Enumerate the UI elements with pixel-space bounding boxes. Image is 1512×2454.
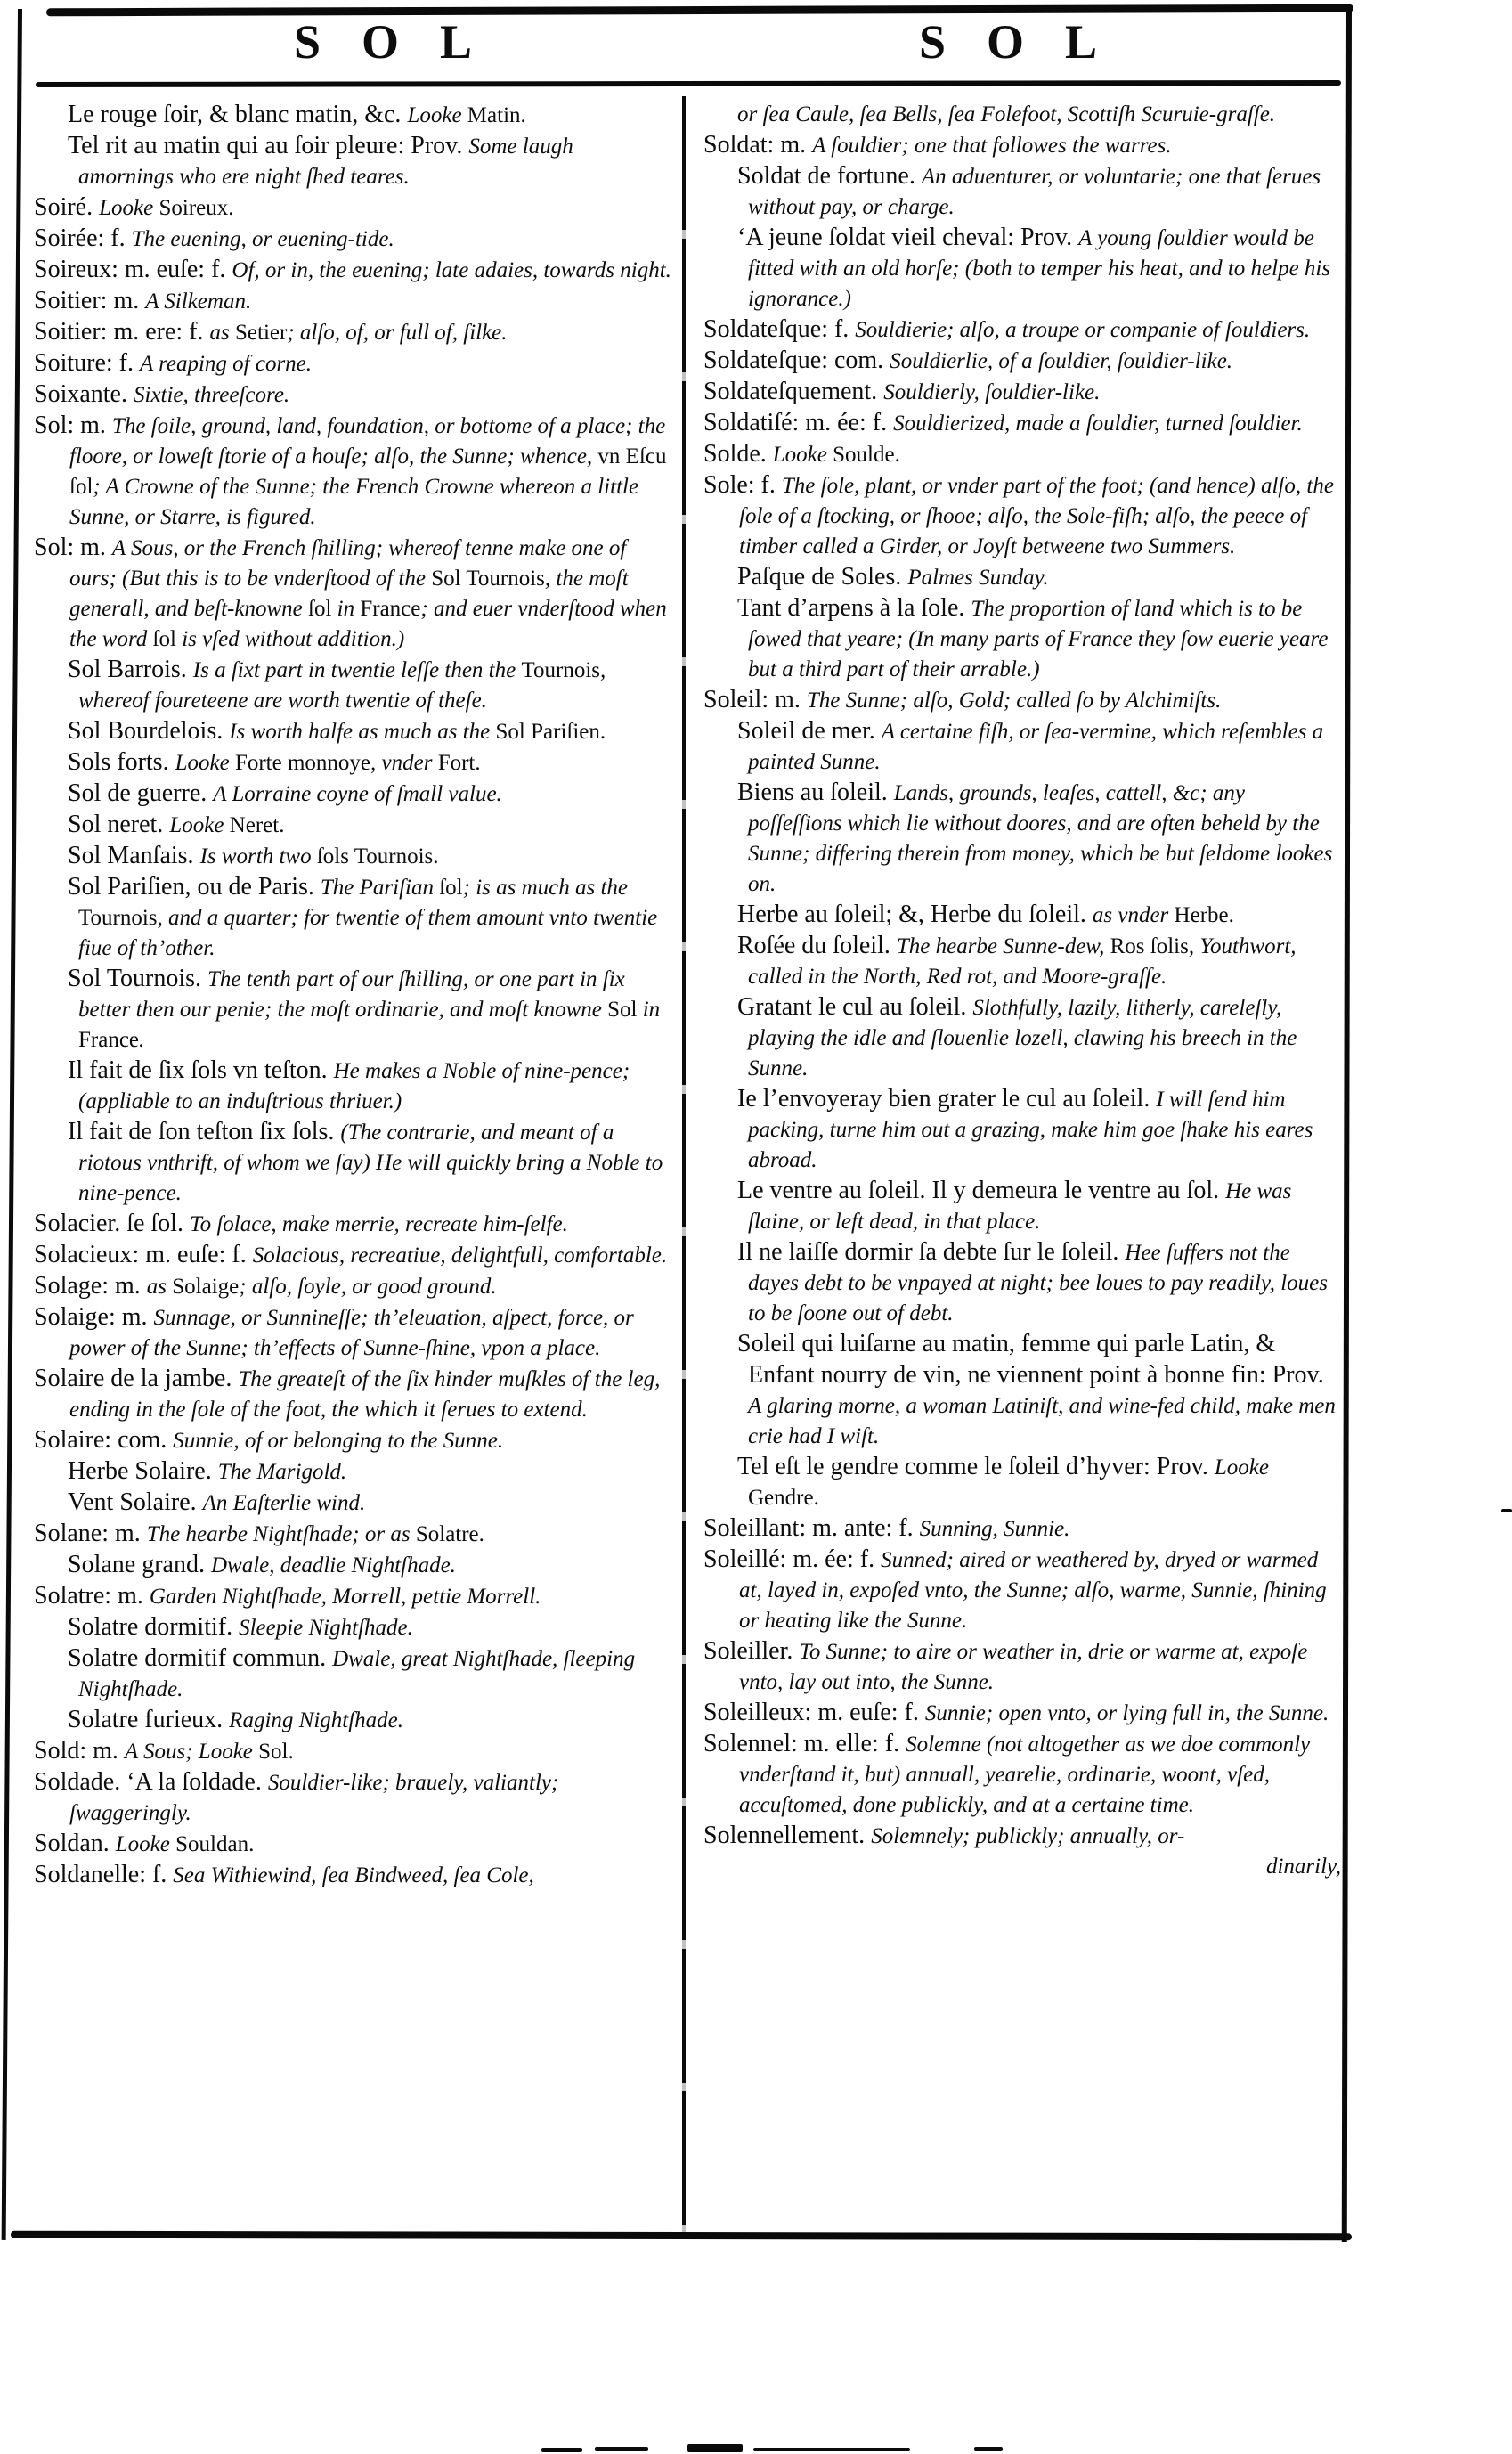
entry-headword: Neret. xyxy=(229,813,285,837)
entry-gloss: A Lorraine coyne of ſmall value. xyxy=(213,782,502,806)
entry-headword: Sole: f. xyxy=(703,471,782,499)
dictionary-entry xyxy=(68,779,671,810)
dictionary-entry xyxy=(737,778,1341,900)
dictionary-entry xyxy=(34,1829,671,1860)
entry-gloss: . xyxy=(139,1028,145,1052)
entry-gloss: (The contrarie, and meant of a riotous vnthrift, of whom we ſay) He will quickly bring a Noble to nine-pence. xyxy=(78,1121,663,1205)
dictionary-entry xyxy=(68,872,671,964)
dictionary-entry xyxy=(68,1056,671,1117)
entry-gloss: Is a ſixt part in twentie leſſe then the xyxy=(192,658,522,682)
dictionary-entry xyxy=(737,900,1341,931)
entry-gloss: The tenth part of our ſhilling, or one part in ſix better then our penie; the moſt ordinarie, and moſt knowne xyxy=(78,967,625,1022)
entry-gloss: Sunnage, or Sunnineſſe; th’eleuation, aſpect, force, or power of the Sunne; th’effects of Sunne-ſhine, vpon a place. xyxy=(69,1306,634,1360)
entry-headword: Solacieux: m. euſe: f. xyxy=(34,1241,253,1268)
dictionary-entry xyxy=(68,1550,671,1581)
entry-gloss: Is worth halfe as much as the xyxy=(229,720,496,744)
entry-gloss: To Sunne; to aire or weather in, drie or warme at, expoſe vnto, lay out into, the Sunne. xyxy=(739,1640,1308,1694)
dictionary-entry xyxy=(703,685,1341,716)
dictionary-entry xyxy=(34,1736,671,1767)
entry-headword: Soldat de fortune. xyxy=(737,162,922,190)
dictionary-entry xyxy=(737,100,1341,130)
dictionary-entry xyxy=(737,1176,1341,1237)
entry-headword: Roſée du ſoleil. xyxy=(737,932,897,959)
entry-gloss: He makes a Noble of nine-pence; (appliable to an induſtrious thriuer.) xyxy=(78,1059,630,1113)
entry-headword: Soleil: m. xyxy=(703,686,807,713)
entry-headword: Sol Manſais. xyxy=(68,842,200,869)
entry-gloss: Slothfully, lazily, litherly, careleſly, playing the idle and ſlouenlie lozell, clawing his breech in the Sunne. xyxy=(748,996,1297,1080)
dictionary-entry xyxy=(68,810,671,841)
entry-headword: Solaige xyxy=(172,1275,240,1299)
entry-headword: Soiture: f. xyxy=(34,349,140,377)
dictionary-entry xyxy=(703,314,1341,346)
running-head-left: SOL xyxy=(294,15,514,69)
dictionary-entry xyxy=(737,716,1341,778)
entry-headword: Matin. xyxy=(467,103,526,127)
dictionary-entry xyxy=(703,1545,1341,1636)
entry-gloss: Of, or in, the euening; late adaies, towards night. xyxy=(232,258,671,282)
entry-headword: Fort. xyxy=(437,751,481,775)
entry-gloss: Souldierly, ſouldier-like. xyxy=(883,380,1101,404)
dictionary-entry xyxy=(68,1117,671,1209)
entry-headword: Sols forts. xyxy=(68,748,175,776)
scan-artifact xyxy=(753,2448,910,2451)
dictionary-entry xyxy=(703,1852,1341,1882)
entry-headword: Souldan. xyxy=(175,1832,255,1856)
entry-headword: Solde. xyxy=(703,440,773,468)
entry-headword: Solane: m. xyxy=(34,1520,147,1547)
dictionary-entry xyxy=(737,562,1341,593)
entry-headword: Soitier: m. ere: f. xyxy=(34,318,210,346)
dictionary-entry xyxy=(737,992,1341,1084)
entry-headword: Le rouge ſoir, & blanc matin, &c. xyxy=(68,101,408,128)
header-rule xyxy=(36,80,1341,87)
bottom-rule xyxy=(11,2231,1352,2241)
entry-headword: Solennel: m. elle: f. xyxy=(703,1730,906,1757)
entry-headword: Vent Solaire. xyxy=(68,1488,203,1516)
column-right xyxy=(703,100,1341,1882)
entry-gloss: ; alſo, of, or full of, ſilke. xyxy=(287,321,508,345)
entry-headword: ſols Tournois. xyxy=(316,844,439,868)
entry-gloss: Lands, grounds, leaſes, cattell, &c; any poſſeſſions which lie without doores, and are often beheld by the Sunne; differing therein from money, which be but ſeldome lookes on. xyxy=(748,781,1333,896)
dictionary-entry xyxy=(34,224,671,255)
entry-headword: Sol Pariſien. xyxy=(495,720,606,744)
dictionary-entry xyxy=(68,131,671,192)
entry-headword: Sol de guerre. xyxy=(68,779,214,807)
entry-headword: Sol Barrois. xyxy=(68,656,193,683)
dictionary-entry xyxy=(68,747,671,779)
entry-gloss: ; is as much as the xyxy=(462,876,629,900)
entry-headword: Soldateſque: f. xyxy=(703,315,856,343)
entry-gloss: A Sous, or the French ſhilling; whereof tenne make one of ours; (But this is to be vnderſtood of the xyxy=(69,536,627,591)
entry-gloss: I will ſend him packing, turne him out a grazing, make him goe ſhake his eares abroad. xyxy=(748,1088,1313,1172)
entry-headword: Sol Pariſien, ou de Paris. xyxy=(68,873,321,901)
entry-headword: Sol: m. xyxy=(34,412,112,439)
dictionary-entry xyxy=(34,1271,671,1302)
entry-gloss: A Silkeman. xyxy=(145,289,252,314)
entry-gloss: Sunnie, of or belonging to the Sunne. xyxy=(173,1429,504,1453)
entry-gloss: Garden Nightſhade, Morrell, pettie Morrell. xyxy=(149,1585,541,1609)
entry-headword: Solatre: m. xyxy=(34,1582,150,1610)
dictionary-entry xyxy=(703,1729,1341,1821)
entry-gloss: is vſed without addition.) xyxy=(175,627,405,651)
entry-headword: Herbe. xyxy=(1174,903,1234,927)
entry-headword: Sold: m. xyxy=(34,1737,125,1765)
dictionary-entry xyxy=(34,1581,671,1612)
dictionary-entry xyxy=(34,192,671,224)
entry-gloss: Sunned; aired or weathered by, dryed or warmed at, layed in, expoſed vnto, the Sunne; alſo, warme, Sunnie, ſhining or heating like the Sunne. xyxy=(739,1548,1327,1633)
entry-gloss: Souldierie; alſo, a troupe or companie of ſouldiers. xyxy=(855,318,1311,342)
entry-gloss: A glaring morne, a woman Latiniſt, and wine-fed child, make men crie had I wiſt. xyxy=(748,1394,1336,1448)
scan-artifact xyxy=(1501,1509,1512,1512)
dictionary-entry xyxy=(68,1456,671,1488)
dictionary-entry xyxy=(34,1767,671,1829)
entry-headword: Tel rit au matin qui au ſoir pleure: Prov. xyxy=(68,132,469,159)
dictionary-entry xyxy=(68,100,671,131)
dictionary-entry xyxy=(737,1452,1341,1513)
dictionary-entry xyxy=(34,1240,671,1271)
dictionary-entry xyxy=(737,1329,1341,1452)
entry-gloss: Looke xyxy=(169,813,230,837)
dictionary-entry xyxy=(737,1237,1341,1329)
entry-gloss: , vnder xyxy=(370,751,438,775)
entry-gloss: as xyxy=(146,1275,173,1299)
entry-gloss: Looke xyxy=(1214,1455,1269,1480)
dictionary-entry xyxy=(68,841,671,872)
entry-gloss: Sleepie Nightſhade. xyxy=(239,1616,413,1640)
entry-headword: Soldanelle: f. xyxy=(34,1861,174,1888)
dictionary-entry xyxy=(34,1209,671,1240)
dictionary-entry xyxy=(34,1425,671,1456)
dictionary-entry xyxy=(34,411,671,533)
entry-gloss: Looke xyxy=(99,196,159,220)
entry-headword: Soleillé: m. ée: f. xyxy=(703,1545,882,1573)
entry-headword: Tournois xyxy=(521,658,600,682)
entry-headword: Biens au ſoleil. xyxy=(737,779,894,806)
entry-gloss: in xyxy=(331,597,361,621)
column-left xyxy=(34,100,671,1891)
entry-headword: Ros ſolis xyxy=(1110,934,1189,958)
dictionary-entry xyxy=(34,348,671,379)
dictionary-entry xyxy=(703,1636,1341,1698)
entry-headword: Sol Bourdelois. xyxy=(68,717,230,745)
entry-headword: France xyxy=(360,597,421,621)
entry-headword: Solaige: m. xyxy=(34,1303,154,1331)
entry-headword: ſol xyxy=(439,876,463,900)
entry-gloss: or ſea Caule, ſea Bells, ſea Folefoot, Scottiſh Scuruie-graſſe. xyxy=(737,102,1276,126)
entry-gloss: , the moſt generall, and beſt-knowne xyxy=(69,567,629,621)
entry-headword: Il fait de ſix ſols vn teſton. xyxy=(68,1056,334,1084)
dictionary-entry xyxy=(34,379,671,411)
page-border-right xyxy=(1342,8,1352,2242)
entry-gloss: ; alſo, ſoyle, or good ground. xyxy=(239,1275,497,1299)
running-head-right: SOL xyxy=(919,15,1139,69)
dictionary-entry xyxy=(34,1364,671,1425)
entry-gloss: The euening, or euening-tide. xyxy=(131,227,394,251)
entry-gloss: The greateſt of the ſix hinder muſkles of the leg, ending in the ſole of the foot, the which it ſerues to extend. xyxy=(69,1367,661,1422)
scan-artifact xyxy=(595,2447,648,2451)
entry-gloss: To ſolace, make merrie, recreate him-ſelfe. xyxy=(189,1212,568,1236)
entry-headword: Soldateſquement. xyxy=(703,378,884,405)
entry-headword: Solatre. xyxy=(415,1522,484,1546)
entry-gloss: The ſoile, ground, land, foundation, or bottome of a place; the floore, or loweſt ſtorie of a houſe; alſo, the Sunne; whence, xyxy=(69,414,666,469)
entry-gloss: The Marigold. xyxy=(217,1460,347,1484)
entry-gloss: He was ſlaine, or left dead, in that place. xyxy=(748,1179,1292,1234)
entry-headword: Herbe au ſoleil; &, Herbe du ſoleil. xyxy=(737,901,1093,928)
dictionary-entry xyxy=(737,161,1341,223)
entry-gloss: Looke xyxy=(175,751,235,775)
entry-gloss: Dwale, deadlie Nightſhade. xyxy=(210,1553,456,1578)
scan-artifact xyxy=(541,2448,582,2452)
entry-headword: Soldan. xyxy=(34,1830,116,1857)
dictionary-entry xyxy=(703,1821,1341,1852)
scan-artifact xyxy=(974,2447,1003,2451)
entry-gloss: Looke xyxy=(407,103,467,127)
entry-headword: Solaire de la jambe. xyxy=(34,1365,239,1392)
entry-headword: Soirée: f. xyxy=(34,224,132,252)
dictionary-entry xyxy=(703,1698,1341,1729)
entry-headword: Gendre. xyxy=(748,1486,819,1510)
entry-gloss: , and a quarter; for twentie of them amount vnto twentie fiue of th’other. xyxy=(78,906,658,960)
page-border-left xyxy=(2,9,22,2240)
entry-gloss: Raging Nightſhade. xyxy=(229,1708,403,1732)
dictionary-entry xyxy=(68,716,671,747)
entry-headword: Soireux. xyxy=(159,196,234,220)
dictionary-entry xyxy=(703,346,1341,377)
dictionary-entry xyxy=(703,408,1341,439)
entry-gloss: Sunning, Sunnie. xyxy=(919,1517,1070,1541)
entry-headword: Forte monnoye xyxy=(234,751,371,775)
entry-headword: Sol neret. xyxy=(68,811,170,838)
entry-headword: Soulde. xyxy=(833,443,900,467)
entry-headword: Il ne laiſſe dormir ſa debte ſur le ſoleil. xyxy=(737,1238,1126,1266)
entry-headword: Soireux: m. euſe: f. xyxy=(34,256,232,283)
entry-gloss: Souldier-like; brauely, valiantly; ſwaggeringly. xyxy=(69,1771,559,1825)
dictionary-entry xyxy=(737,1084,1341,1176)
dictionary-entry xyxy=(34,1302,671,1364)
entry-headword: Le ventre au ſoleil. Il y demeura le ventre au ſol. xyxy=(737,1177,1226,1204)
entry-gloss: The Sunne; alſo, Gold; called ſo by Alchimiſts. xyxy=(806,689,1222,713)
entry-gloss: ; and euer vnderſtood when the word xyxy=(69,597,667,651)
entry-gloss: in xyxy=(637,998,661,1022)
dictionary-entry xyxy=(737,223,1341,314)
entry-gloss: as xyxy=(209,321,235,345)
dictionary-entry xyxy=(737,593,1341,685)
entry-gloss: An aduenturer, or voluntarie; one that ſerues without pay, or charge. xyxy=(748,165,1321,219)
entry-gloss: The hearbe Sunne-dew, xyxy=(896,934,1110,958)
entry-headword: Solacier. ſe ſol. xyxy=(34,1210,190,1237)
entry-headword: Herbe Solaire. xyxy=(68,1457,218,1485)
column-divider xyxy=(682,96,686,2232)
dictionary-entry xyxy=(34,286,671,317)
entry-gloss: The hearbe Nightſhade; or as xyxy=(146,1522,416,1546)
entry-gloss: Solacious, recreatiue, delightfull, comfortable. xyxy=(252,1243,668,1268)
entry-gloss: A Sous; Looke xyxy=(124,1740,259,1764)
entry-headword: vn Eſcu ſol xyxy=(69,444,667,499)
entry-headword: Ie l’envoyeray bien grater le cul au ſoleil. xyxy=(737,1085,1157,1113)
dictionary-entry xyxy=(68,964,671,1056)
dictionary-entry xyxy=(703,377,1341,408)
entry-headword: Soleiller. xyxy=(703,1637,800,1665)
entry-headword: Solatre furieux. xyxy=(68,1706,230,1733)
entry-gloss: The ſole, plant, or vnder part of the foot; (and hence) alſo, the ſole of a ſtocking, or ſhooe; alſo, the Sole-fiſh; alſo, the peece of timber called a Girder, or Joyſt betweene two Summers. xyxy=(739,474,1334,558)
dictionary-entry xyxy=(34,317,671,348)
entry-headword: Solennellement. xyxy=(703,1822,872,1849)
entry-headword: ſol xyxy=(308,597,332,621)
entry-gloss: Palmes Sunday. xyxy=(907,566,1049,590)
entry-headword: Soleil de mer. xyxy=(737,717,882,745)
entry-gloss: , whereof foureteene are worth twentie of theſe. xyxy=(78,658,606,713)
dictionary-entry xyxy=(34,255,671,286)
page-border-top xyxy=(46,4,1353,17)
entry-gloss: , Youthwort, called in the North, Red rot, and Moore-graſſe. xyxy=(748,934,1297,989)
entry-headword: Tant d’arpens à la ſole. xyxy=(737,594,971,622)
dictionary-entry xyxy=(68,1612,671,1643)
entry-headword: Soldateſque: com. xyxy=(703,346,890,374)
entry-gloss: The Pariſian xyxy=(320,876,440,900)
entry-headword: Soldatiſé: m. ée: f. xyxy=(703,409,894,436)
dictionary-entry xyxy=(68,1643,671,1705)
entry-gloss: dinarily, xyxy=(1265,1855,1341,1879)
entry-gloss: Looke xyxy=(772,443,833,467)
entry-gloss: Is worth two xyxy=(199,844,317,868)
entry-gloss: Some laugh amornings who ere night ſhed teares. xyxy=(78,135,573,189)
entry-headword: Sol: m. xyxy=(34,534,112,561)
entry-gloss: A ſouldier; one that followes the warres. xyxy=(812,134,1172,158)
entry-headword: Solage: m. xyxy=(34,1272,147,1300)
entry-gloss: Solemne (not altogether as we doe commonly vnderſtand it, but) annuall, yearelie, ordinarie, woont, vſed, accuſtomed, done publickly, and at a certaine time. xyxy=(739,1732,1311,1817)
dictionary-entry xyxy=(68,1705,671,1736)
scan-artifact xyxy=(687,2444,743,2452)
entry-headword: Gratant le cul au ſoleil. xyxy=(737,993,973,1021)
dictionary-entry xyxy=(34,1519,671,1550)
dictionary-entry xyxy=(703,1513,1341,1545)
entry-headword: Paſque de Soles. xyxy=(737,563,908,591)
entry-headword: Sol Tournois xyxy=(431,567,545,591)
entry-gloss: Sixtie, threeſcore. xyxy=(134,383,290,407)
entry-headword: Soitier: m. xyxy=(34,287,146,314)
entry-headword: Setier xyxy=(235,321,288,345)
dictionary-entry xyxy=(34,533,671,655)
entry-gloss: Hee ſuffers not the dayes debt to be vnpayed at night; bee loues to pay readily, loues to be ſoone out of debt. xyxy=(748,1241,1328,1325)
entry-gloss: Souldierized, made a ſouldier, turned ſouldier. xyxy=(893,412,1303,436)
entry-headword: Solane grand. xyxy=(68,1551,211,1578)
entry-gloss: An Eaſterlie wind. xyxy=(202,1491,366,1515)
entry-gloss: Looke xyxy=(115,1832,176,1856)
entry-gloss: as vnder xyxy=(1092,903,1175,927)
entry-headword: Il fait de ſon teſton ſix ſols. xyxy=(68,1118,341,1145)
entry-headword: Sol Tournois. xyxy=(68,965,207,992)
entry-headword: France xyxy=(78,1028,140,1052)
entry-headword: Soleillant: m. ante: f. xyxy=(703,1514,920,1542)
dictionary-entry xyxy=(703,470,1341,562)
entry-headword: Soleil qui luiſarne au matin, femme qui parle Latin, & Enfant nourry de vin, ne viennent point à bonne fin: Prov. xyxy=(737,1330,1324,1389)
entry-gloss: A certaine fiſh, or ſea-vermine, which reſembles a painted Sunne. xyxy=(748,720,1324,774)
entry-gloss: Sea Withiewind, ſea Bindweed, ſea Cole, xyxy=(173,1863,534,1887)
dictionary-entry xyxy=(34,1860,671,1891)
entry-gloss: A reaping of corne. xyxy=(140,352,313,376)
entry-gloss: ; A Crowne of the Sunne; the French Crowne whereon a little Sunne, or Starre, is figured. xyxy=(69,475,639,529)
entry-headword: Sol. xyxy=(258,1740,294,1764)
entry-headword: ‘A jeune ſoldat vieil cheval: Prov. xyxy=(737,224,1079,251)
entry-headword: Tel eſt le gendre comme le ſoleil d’hyver: Prov. xyxy=(737,1453,1215,1480)
dictionary-entry xyxy=(737,931,1341,992)
entry-headword: Tournois xyxy=(78,906,158,930)
dictionary-entry xyxy=(68,1488,671,1519)
entry-headword: ſol xyxy=(152,627,176,651)
entry-gloss: A young ſouldier would be fitted with an old horſe; (both to temper his heat, and to helpe his ignorance.) xyxy=(748,226,1331,311)
entry-headword: Solaire: com. xyxy=(34,1426,174,1454)
entry-gloss: Solemnely; publickly; annually, or- xyxy=(871,1824,1185,1848)
entry-headword: Solatre dormitif commun. xyxy=(68,1644,333,1672)
entry-headword: Solatre dormitif. xyxy=(68,1613,240,1641)
entry-headword: Soldade. ‘A la ſoldade. xyxy=(34,1768,268,1796)
entry-gloss: The proportion of land which is to be ſowed that yeare; (In many parts of France they ſow euerie yeare but a third part of their arrable.) xyxy=(748,597,1329,681)
entry-headword: Sol xyxy=(607,998,638,1022)
entry-gloss: Dwale, great Nightſhade, ſleeping Nightſhade. xyxy=(78,1647,636,1701)
dictionary-entry xyxy=(703,439,1341,470)
dictionary-entry xyxy=(68,655,671,716)
entry-headword: Soleilleux: m. euſe: f. xyxy=(703,1699,925,1726)
entry-gloss: Souldierlie, of a ſouldier, ſouldier-like. xyxy=(890,349,1233,373)
dictionary-entry xyxy=(703,130,1341,161)
entry-headword: Soiré. xyxy=(34,193,100,221)
entry-headword: Soixante. xyxy=(34,380,134,408)
entry-gloss: Sunnie; open vnto, or lying full in, the Sunne. xyxy=(924,1701,1329,1725)
entry-headword: Soldat: m. xyxy=(703,131,813,159)
